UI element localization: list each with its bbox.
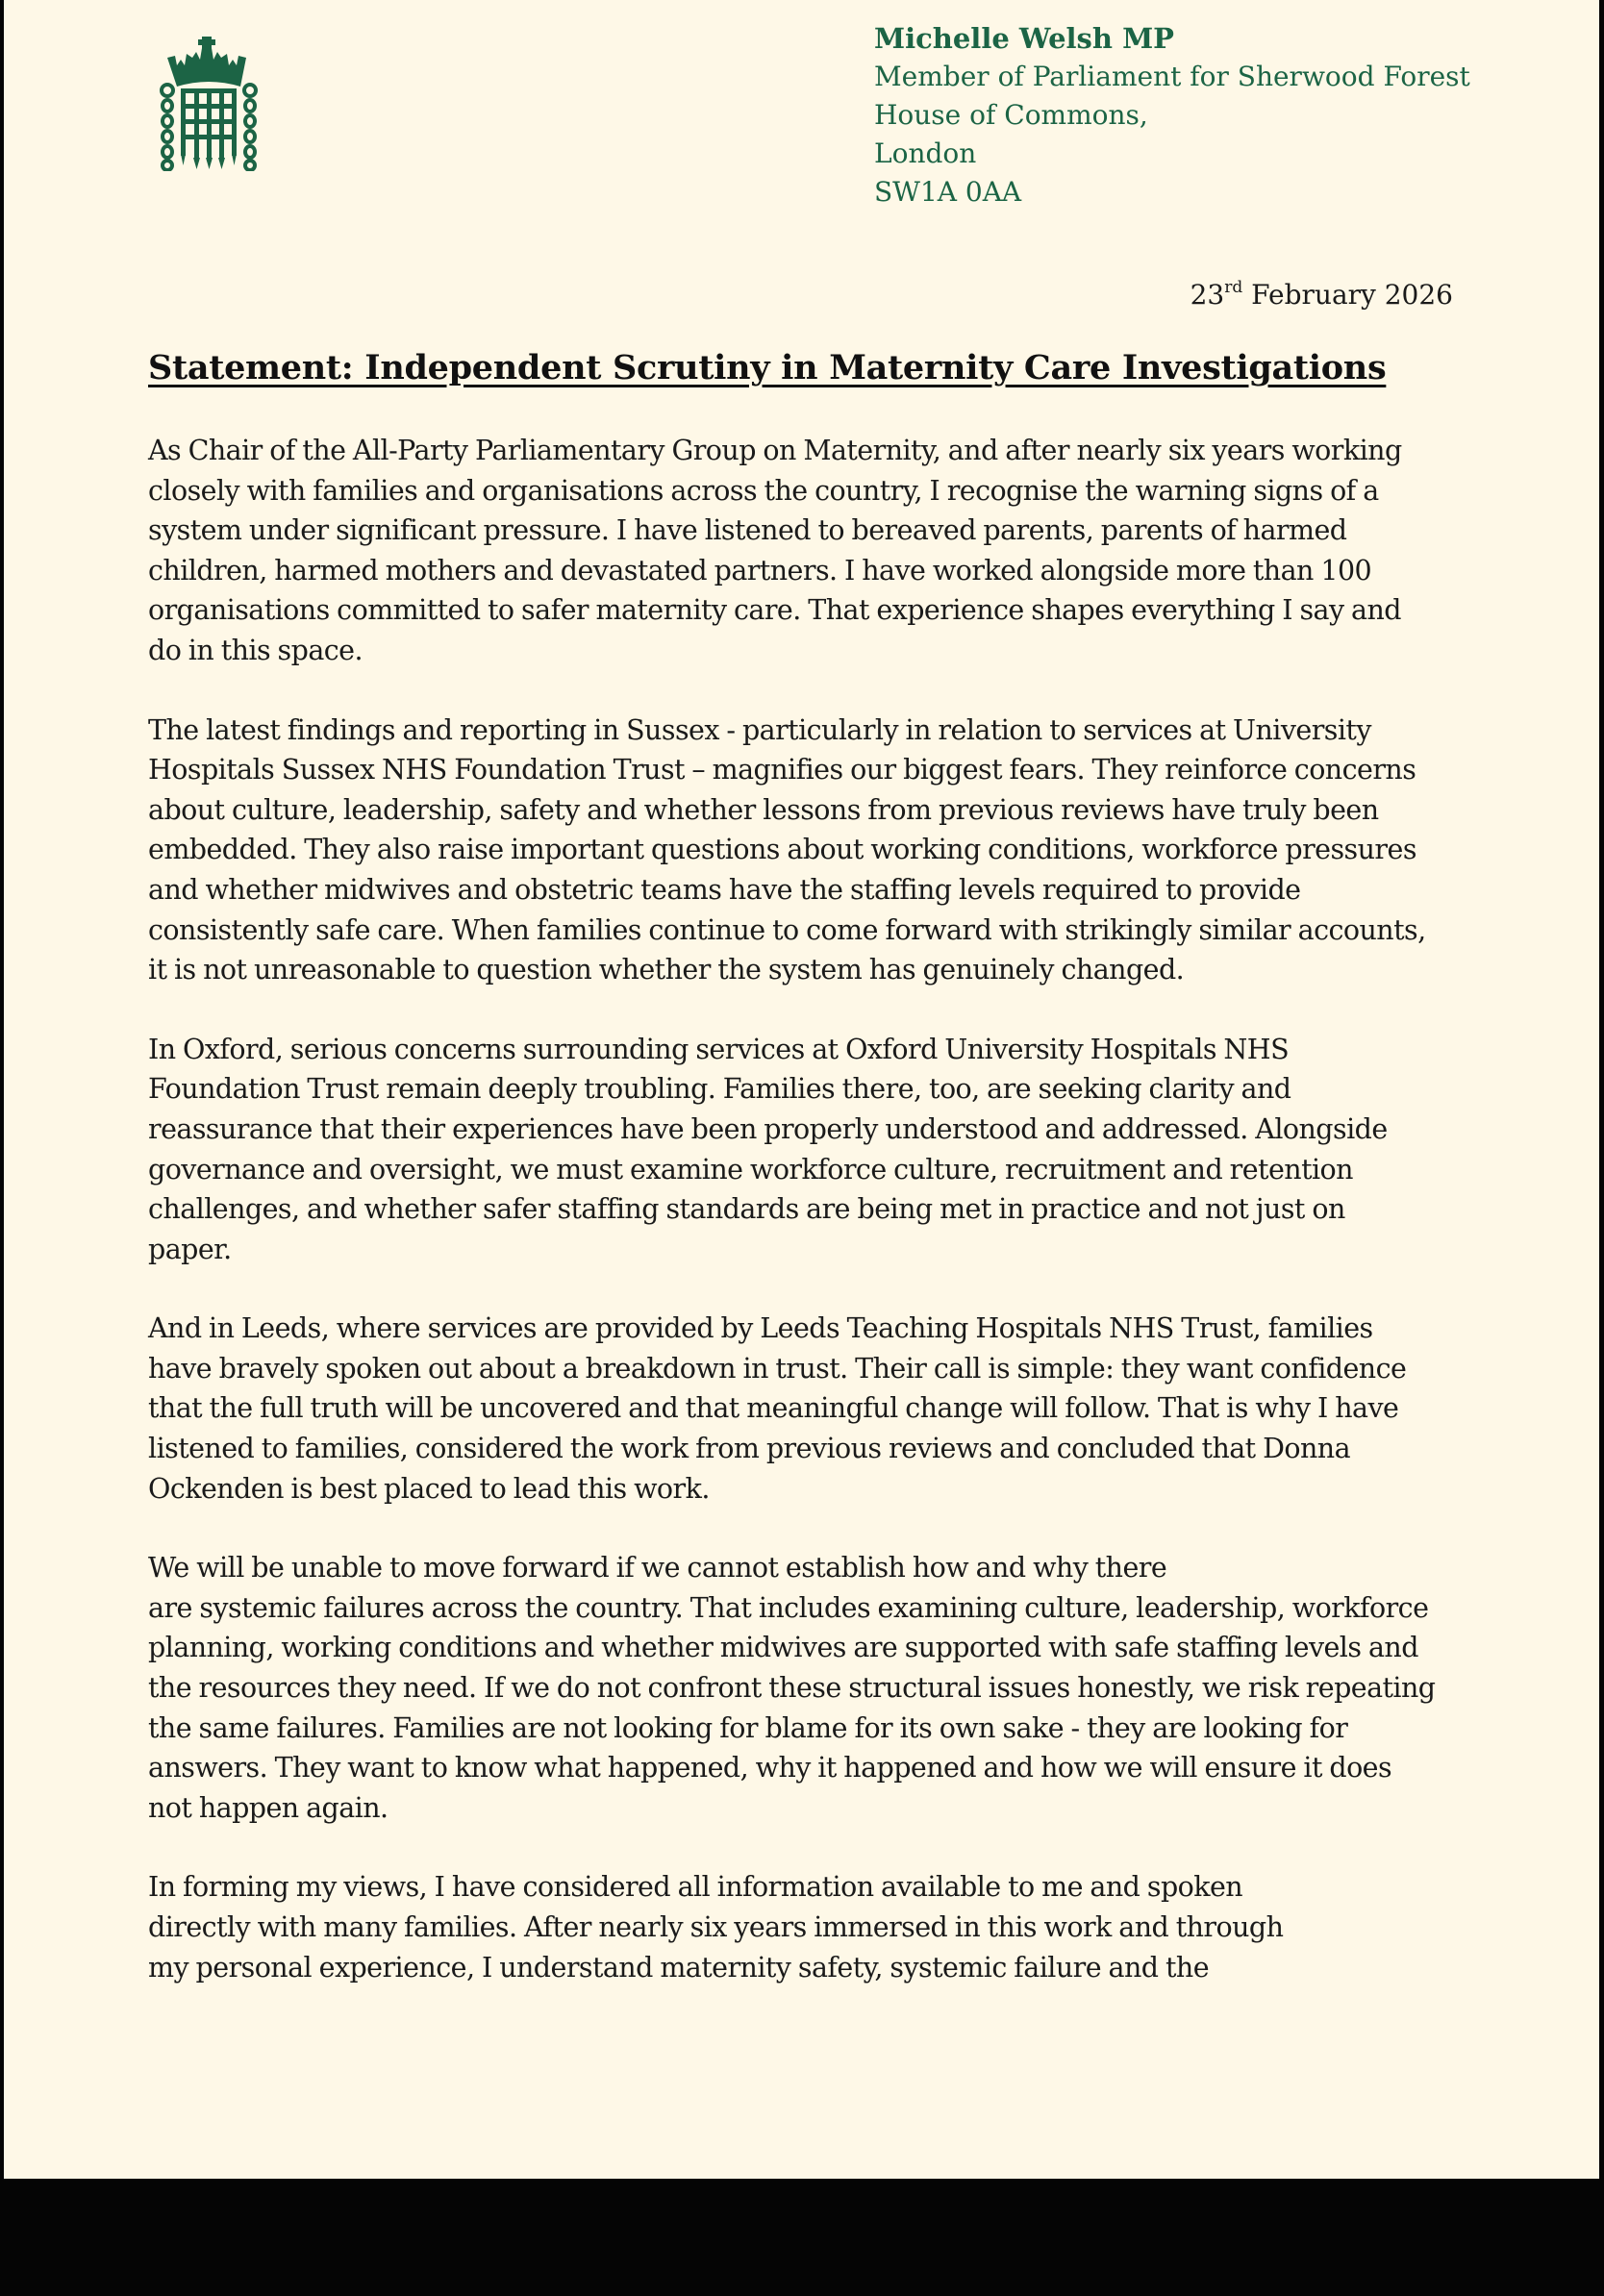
text-line: that the full truth will be uncovered and that meaningful change will follow. That is why I have (148, 1392, 1399, 1425)
paragraph-systemic-failures (148, 1548, 1466, 1828)
text-line: Ockenden is best placed to lead this work. (148, 1472, 710, 1505)
text-line: the same failures. Families are not looking for blame for its own sake - they are looking for (148, 1711, 1348, 1744)
text-line: and whether midwives and obstetric teams have the staffing levels required to provide (148, 873, 1301, 906)
paragraph-oxford (148, 1030, 1466, 1270)
text-line: my personal experience, I understand maternity safety, systemic failure and the (148, 1951, 1210, 1984)
letter-date (1190, 279, 1453, 311)
text-line: listened to families, considered the work from previous reviews and concluded that Donna (148, 1433, 1351, 1465)
text-line: Foundation Trust remain deeply troubling. Families there, too, are seeking clarity and (148, 1073, 1291, 1106)
text-line: We will be unable to move forward if we cannot establish how and why there (148, 1552, 1167, 1585)
text-line: answers. They want to know what happened, why it happened and how we will ensure it does (148, 1752, 1392, 1784)
letter-page (4, 0, 1599, 2179)
text-line: And in Leeds, where services are provided by Leeds Teaching Hospitals NHS Trust, families (148, 1312, 1373, 1345)
text-line: do in this space. (148, 634, 363, 666)
text-line: it is not unreasonable to question whether the system has genuinely changed. (148, 954, 1185, 986)
text-line: planning, working conditions and whether midwives are supported with safe staffing levels and (148, 1632, 1418, 1664)
text-line: organisations committed to safer maternity care. That experience shapes everything I say and (148, 594, 1401, 627)
paragraph-sussex (148, 711, 1466, 990)
text-line: system under significant pressure. I have listened to bereaved parents, parents of harmed (148, 514, 1347, 547)
text-line: reassurance that their experiences have been properly understood and addressed. Alongside (148, 1112, 1388, 1145)
date-suffix: rd (1224, 278, 1243, 297)
text-line: the resources they need. If we do not confront these structural issues honestly, we risk repeating (148, 1672, 1436, 1705)
text-line: not happen again. (148, 1791, 388, 1824)
address-line-2: London (874, 137, 977, 169)
paragraph-leeds (148, 1309, 1466, 1509)
text-line: challenges, and whether safer staffing standards are being met in practice and not just on (148, 1193, 1345, 1226)
date-day: 23 (1190, 279, 1225, 311)
bottom-black-band (0, 2179, 1604, 2296)
sender-name: Michelle Welsh MP (874, 22, 1174, 55)
text-line: consistently safe care. When families continue to come forward with strikingly similar accounts, (148, 913, 1426, 946)
text-line: In Oxford, serious concerns surrounding services at Oxford University Hospitals NHS (148, 1033, 1290, 1065)
sender-role: Member of Parliament for Sherwood Forest (874, 61, 1470, 92)
address-postcode: SW1A 0AA (874, 176, 1022, 208)
text-line: directly with many families. After nearly six years immersed in this work and through (148, 1911, 1284, 1943)
statement-title: Statement: Independent Scrutiny in Maternity Care Investigations (148, 348, 1387, 387)
text-line: have bravely spoken out about a breakdown in trust. Their call is simple: they want confidence (148, 1352, 1407, 1385)
text-line: about culture, leadership, safety and whether lessons from previous reviews have truly been (148, 793, 1379, 826)
text-line: Hospitals Sussex NHS Foundation Trust – magnifies our biggest fears. They reinforce concerns (148, 754, 1416, 786)
text-line: are systemic failures across the country. That includes examining culture, leadership, workforce (148, 1591, 1429, 1624)
address-line-1: House of Commons, (874, 99, 1148, 131)
statement-body (148, 431, 1466, 2027)
paragraph-apg-chair (148, 431, 1466, 671)
text-line: The latest findings and reporting in Sussex - particularly in relation to services at University (148, 713, 1371, 746)
text-line: closely with families and organisations across the country, I recognise the warning signs of a (148, 474, 1379, 507)
text-line: In forming my views, I have considered all information available to me and spoken (148, 1871, 1243, 1904)
text-line: governance and oversight, we must examine workforce culture, recruitment and retention (148, 1153, 1353, 1185)
letterhead-address (874, 19, 1470, 212)
paragraph-forming-views (148, 1867, 1466, 1987)
text-line: embedded. They also raise important questions about working conditions, workforce pressures (148, 834, 1416, 866)
date-month-year: February 2026 (1242, 279, 1453, 311)
portcullis-crown-icon (146, 37, 271, 171)
text-line: paper. (148, 1233, 232, 1265)
text-line: As Chair of the All-Party Parliamentary Group on Maternity, and after nearly six years working (148, 435, 1402, 466)
text-line: children, harmed mothers and devastated partners. I have worked alongside more than 100 (148, 554, 1372, 586)
